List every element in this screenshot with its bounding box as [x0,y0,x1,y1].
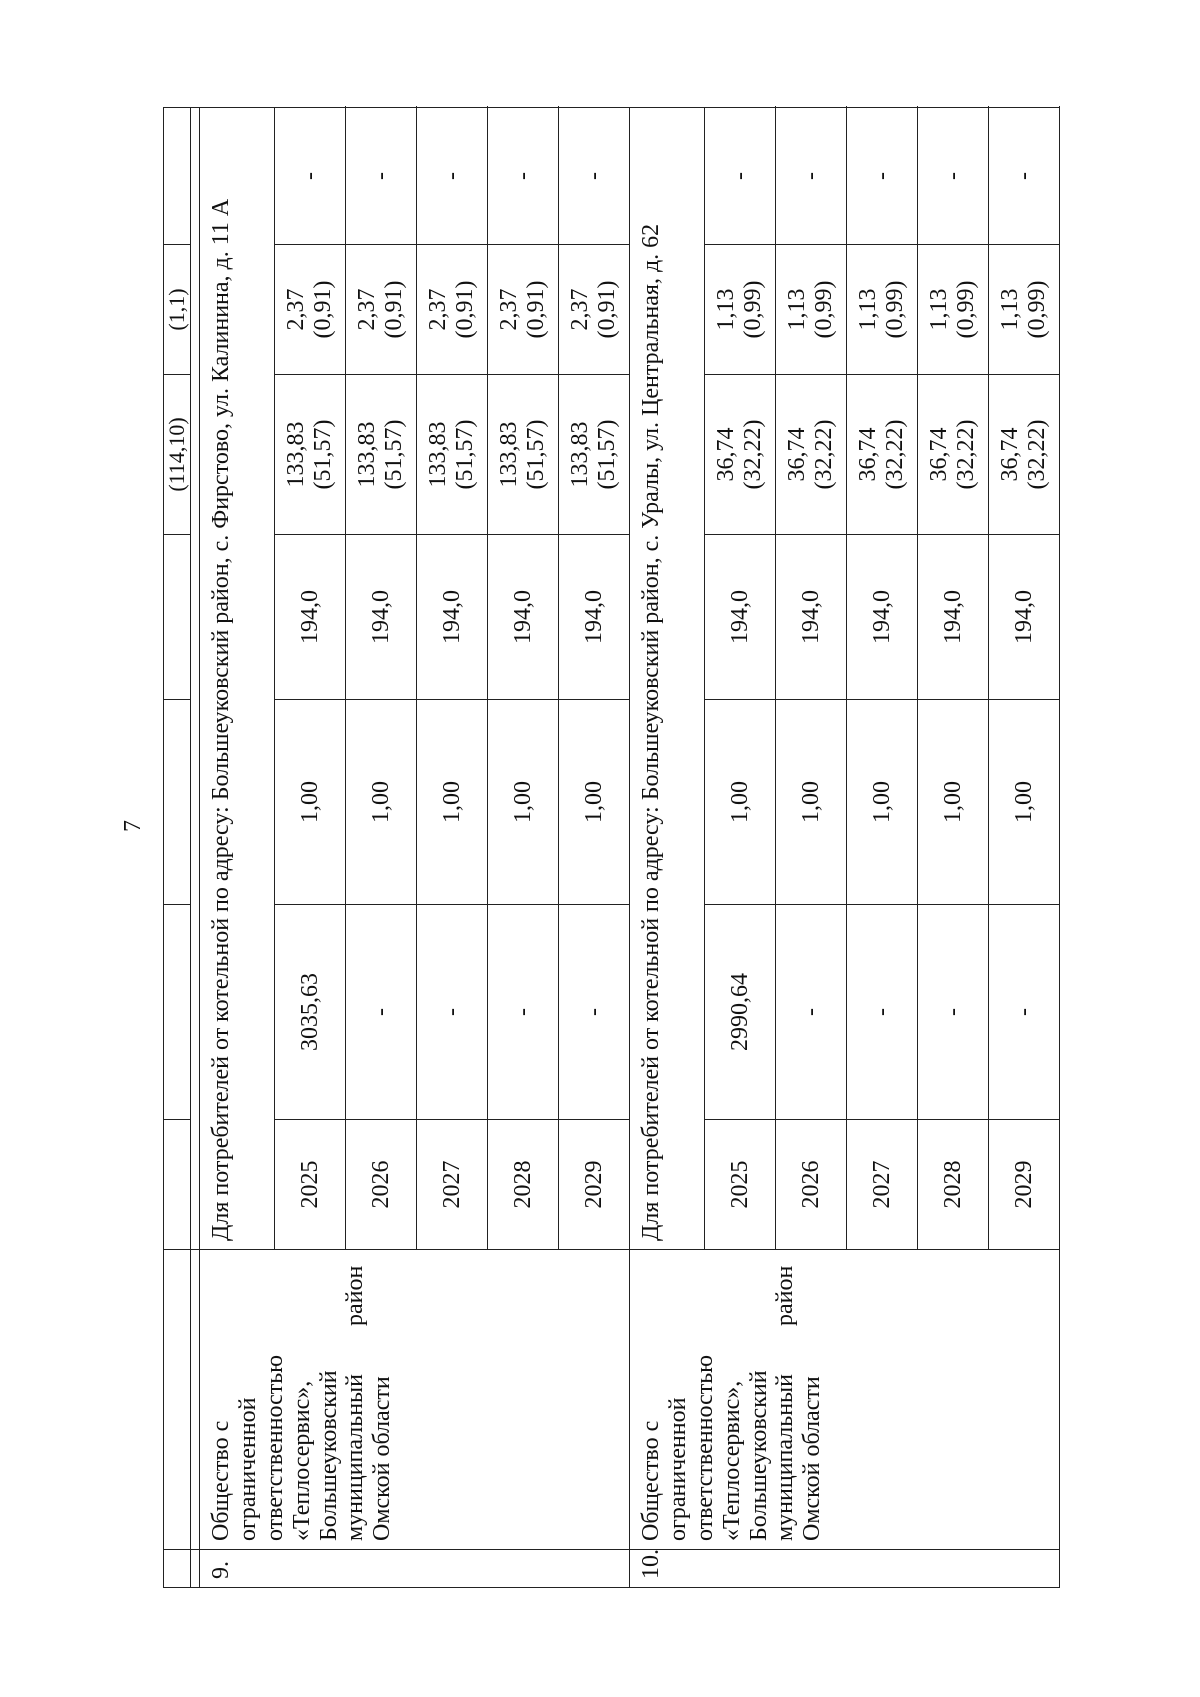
value-cell: 36,74 (32,22) [989,375,1060,535]
value-cell: 36,74 (32,22) [705,375,776,535]
year-cell: 2025 [275,1120,346,1250]
value-cell: - [918,905,989,1120]
value-cell: 194,0 [275,535,346,700]
value-cell: 2,37 (0,91) [346,245,417,375]
value-cell: 194,0 [417,535,488,700]
value-cell: 133,83 (51,57) [346,375,417,535]
value-cell: 133,83 (51,57) [417,375,488,535]
value-cell: - [417,905,488,1120]
year-cell: 2028 [488,1120,559,1250]
year-cell: 2029 [989,1120,1060,1250]
value-cell: 36,74 (32,22) [776,375,847,535]
value-cell: 2990,64 [705,905,776,1120]
organization-name: Общество с ограниченной ответственностью «Теплосервис», Большеуковский муниципальный район Омской области [630,1250,1060,1550]
year-cell: 2028 [918,1120,989,1250]
value-cell: 1,13 (0,99) [918,245,989,375]
value-cell: 194,0 [989,535,1060,700]
value-cell: - [776,905,847,1120]
value-cell: - [989,108,1060,245]
value-cell: 1,00 [559,700,630,905]
value-cell: - [275,108,346,245]
header-cell [164,535,191,700]
value-cell: 194,0 [776,535,847,700]
value-cell: - [488,905,559,1120]
value-cell: - [559,905,630,1120]
row-index: 10. [630,1550,1060,1588]
header-cell [164,1120,191,1250]
year-cell: 2027 [417,1120,488,1250]
header-cell [164,700,191,905]
header-cell [164,905,191,1120]
value-cell: 1,00 [776,700,847,905]
value-cell: - [847,905,918,1120]
value-cell: 36,74 (32,22) [918,375,989,535]
address-text: Для потребителей от котельной по адресу: Большеуковский район, с. Уралы, ул. Центральная, д. 62 [630,108,705,1250]
value-cell: 194,0 [346,535,417,700]
value-cell: 194,0 [488,535,559,700]
organization-name: Общество с ограниченной ответственностью «Теплосервис», Большеуковский муниципальный район Омской области [200,1250,630,1550]
value-cell: 2,37 (0,91) [417,245,488,375]
value-cell: 133,83 (51,57) [559,375,630,535]
header-cell [164,1550,191,1588]
value-cell: 1,13 (0,99) [776,245,847,375]
header-cell: (1,1) [164,245,191,375]
value-cell: 133,83 (51,57) [488,375,559,535]
page-number: 7 [120,820,146,832]
value-cell: - [705,108,776,245]
header-row [164,108,191,1588]
value-cell: 1,00 [918,700,989,905]
value-cell: 194,0 [559,535,630,700]
value-cell: - [918,108,989,245]
value-cell: 1,00 [989,700,1060,905]
rotated-table-container [163,108,1103,1588]
year-cell: 2027 [847,1120,918,1250]
value-cell: 1,00 [346,700,417,905]
value-cell: - [346,108,417,245]
value-cell: 1,00 [847,700,918,905]
row-index: 9. [200,1550,630,1588]
value-cell: 1,00 [705,700,776,905]
value-cell: 2,37 (0,91) [488,245,559,375]
value-cell: 1,13 (0,99) [989,245,1060,375]
value-cell: 1,00 [275,700,346,905]
year-cell: 2029 [559,1120,630,1250]
value-cell: 194,0 [918,535,989,700]
value-cell: - [847,108,918,245]
address-row [200,108,275,1588]
value-cell: 2,37 (0,91) [559,245,630,375]
year-cell: 2025 [705,1120,776,1250]
header-cell [164,108,191,245]
value-cell: 1,13 (0,99) [847,245,918,375]
value-cell: - [776,108,847,245]
value-cell: 3035,63 [275,905,346,1120]
address-text: Для потребителей от котельной по адресу: Большеуковский район, с. Фирстово, ул. Калинина, д. 11 А [200,108,275,1250]
header-spacer-row [191,108,200,1588]
value-cell: 194,0 [705,535,776,700]
value-cell: 1,13 (0,99) [705,245,776,375]
value-cell: 2,37 (0,91) [275,245,346,375]
value-cell: 1,00 [417,700,488,905]
address-row [630,108,705,1588]
value-cell: 36,74 (32,22) [847,375,918,535]
value-cell: 194,0 [847,535,918,700]
tariff-table [163,107,1060,1588]
year-cell: 2026 [346,1120,417,1250]
header-cell: (114,10) [164,375,191,535]
value-cell: - [346,905,417,1120]
value-cell: - [417,108,488,245]
value-cell: - [989,905,1060,1120]
value-cell: 1,00 [488,700,559,905]
year-cell: 2026 [776,1120,847,1250]
value-cell: - [488,108,559,245]
header-cell [164,1250,191,1550]
value-cell: - [559,108,630,245]
value-cell: 133,83 (51,57) [275,375,346,535]
